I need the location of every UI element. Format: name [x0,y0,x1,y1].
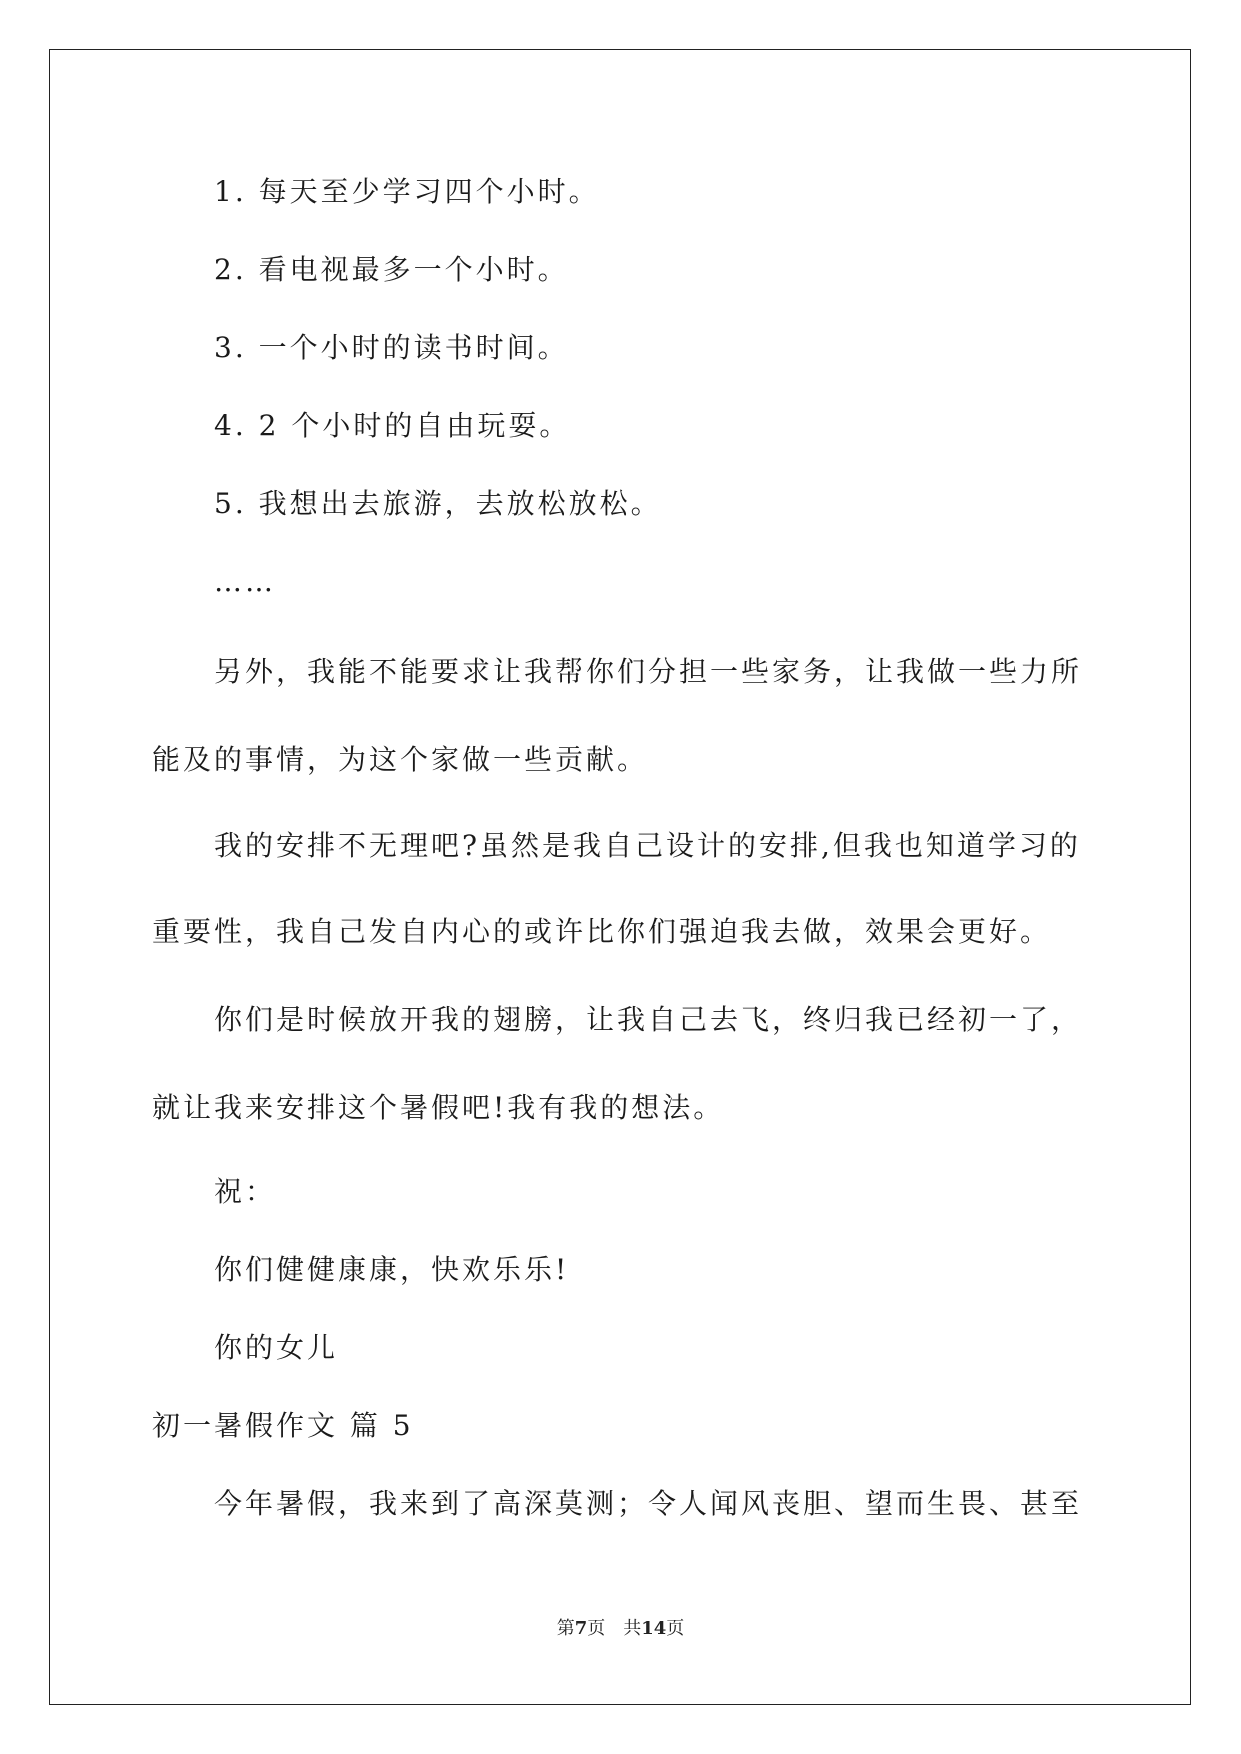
list-item-1: 1. 每天至少学习四个小时。 [214,175,600,208]
paragraph-chores-line-2: 能及的事情，为这个家做一些贡献。 [152,743,649,776]
paragraph-plan-line-2: 重要性，我自己发自内心的或许比你们强迫我去做，效果会更好。 [152,915,1052,948]
paragraph-summer-line-1: 今年暑假，我来到了高深莫测；令人闻风丧胆、望而生畏、甚至 [214,1487,1083,1520]
list-item-5: 5. 我想出去旅游，去放松放松。 [214,487,662,520]
ellipsis-line: …… [214,565,276,598]
paragraph-wings-line-1: 你们是时候放开我的翅膀，让我自己去飞，终归我已经初一了， [214,1003,1083,1036]
closing-wish: 祝： [214,1175,277,1208]
paragraph-wings-line-2: 就让我来安排这个暑假吧!我有我的想法。 [152,1091,725,1124]
paragraph-plan-line-1: 我的安排不无理吧?虽然是我自己设计的安排,但我也知道学习的 [214,829,1081,862]
footer-total-prefix: 共 [623,1618,642,1639]
list-item-2: 2. 看电视最多一个小时。 [214,253,569,286]
section-heading: 初一暑假作文 篇 5 [152,1409,414,1442]
page-border [49,49,1191,1705]
signature: 你的女儿 [214,1331,339,1364]
closing-blessing: 你们健健康康，快欢乐乐! [214,1253,570,1286]
footer-page-prefix: 第 [556,1618,575,1639]
footer-page-current: 7 [574,1618,588,1639]
list-item-3: 3. 一个小时的读书时间。 [214,331,569,364]
footer-page-total: 14 [641,1618,667,1639]
footer-page-unit: 页 [587,1618,606,1639]
page-footer [0,1617,1241,1641]
paragraph-chores-line-1: 另外，我能不能要求让我帮你们分担一些家务，让我做一些力所 [214,655,1083,688]
list-item-4: 4. 2 个小时的自由玩耍。 [214,409,571,442]
footer-total-unit: 页 [666,1618,685,1639]
